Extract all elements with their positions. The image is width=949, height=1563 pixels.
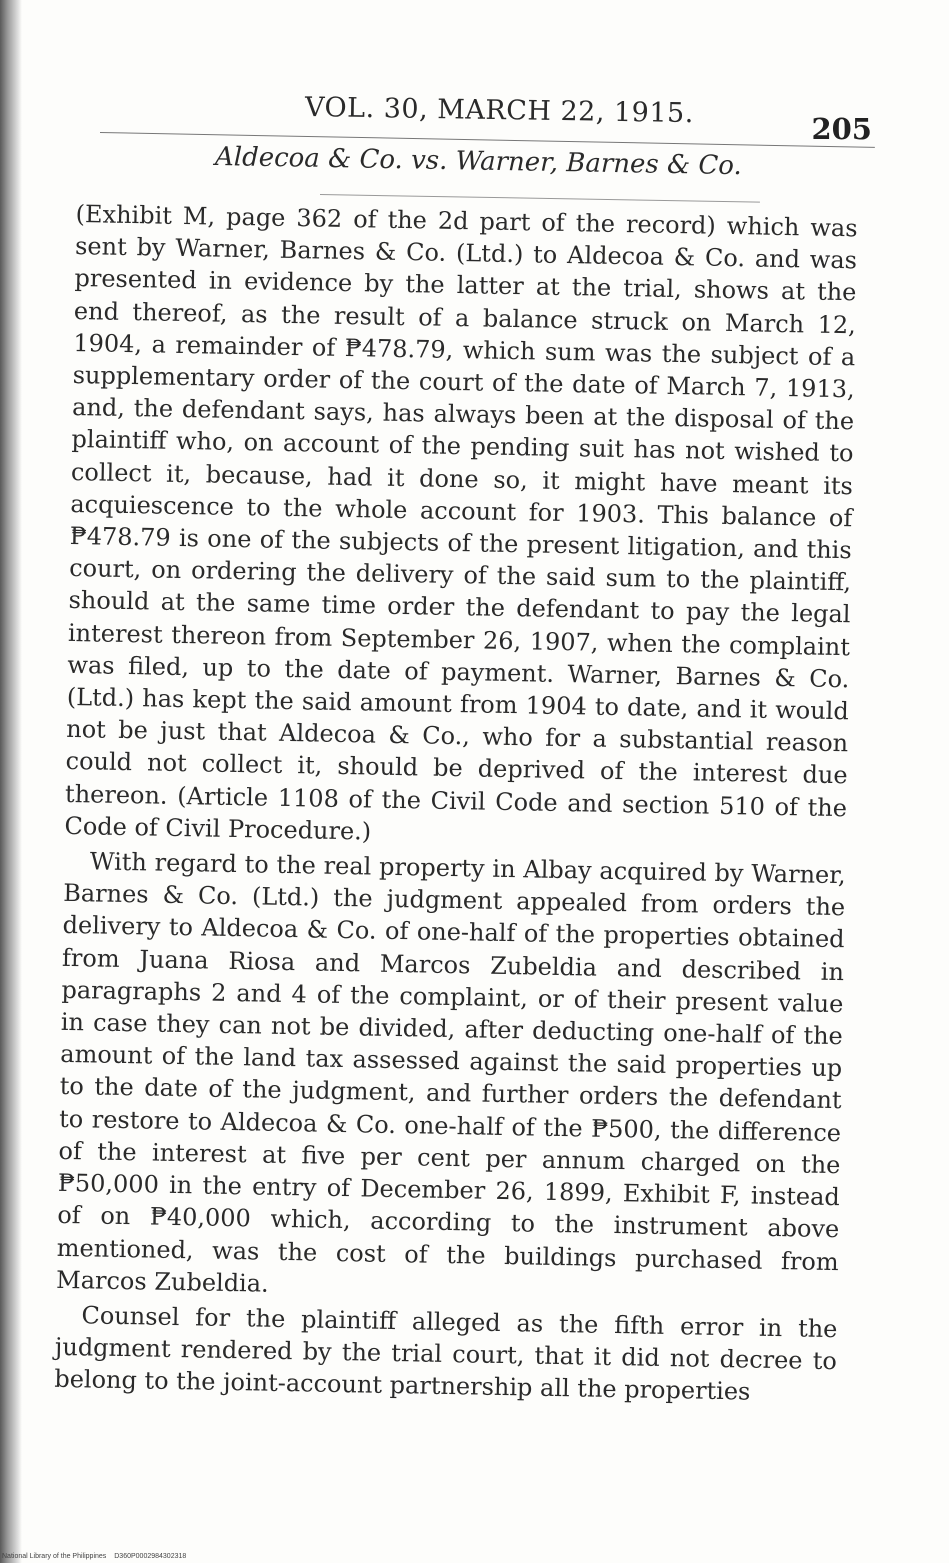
page-number: 205: [811, 112, 872, 146]
paragraph: With regard to the real property in Albay acquired by Warner, Barnes & Co. (Ltd.) the judgment appealed from orders the delivery to Aldecoa & Co. of one-half of the properties obtained from Juana Riosa and Marcos Zubeldia and described in paragraphs 2 and 4 of the complaint, or of their present value in case they can not be divided, after deducting one-half of the amount of the land tax assessed against the said properties up to the date of the judgment, and further orders the defendant to restore to Aldecoa & Co. one-half of the ₱500, the difference of the interest at five per cent per annum charged on the ₱50,000 in the entry of December 26, 1899, Exhibit F, instead of on ₱40,000 which, according to the instrument above mentioned, was the cost of the buildings purchased from Marcos Zubeldia.: [55, 847, 846, 1298]
case-title: Aldecoa & Co. vs. Warner, Barnes & Co.: [214, 142, 743, 182]
library-credit: National Library of the Philippines: [2, 1553, 107, 1560]
scan-code: D360P0002984302318: [114, 1553, 187, 1560]
scan-footer: [2, 1553, 186, 1560]
paragraph: Counsel for the plaintiff alleged as the fifth error in the judgment rendered by the trial court, that it did not decree to belong to the joint-account partnership all the properties: [54, 1301, 838, 1406]
case-title-rule: [320, 194, 760, 203]
paragraph-continued: (Exhibit M, page 362 of the 2d part of the record) which was sent by Warner, Barnes & Co. (Ltd.) to Aldecoa & Co. and was presented in evidence by the latter at the trial, shows at the end thereof, as the result of a balance struck on March 12, 1904, a remainder of ₱478.79, which sum was the subject of a supplementary order of the court of the date of March 7, 1913, and, the defendant says, has always been at the disposal of the plaintiff who, on account of the pending suit has not wished to collect it, because, had it done so, it might have meant its acquiescence to the whole account for 1903. This balance of ₱478.79 is one of the subjects of the present litigation, and this court, on ordering the delivery of the said sum to the plaintiff, should at the same time order the defendant to pay the legal interest thereon from September 26, 1907, when the complaint was filed, up to the date of payment. Warner, Barnes & Co. (Ltd.) has kept the said amount from 1904 to date, and it would not be just that Aldecoa & Co., who for a substantial reason could not collect it, should be deprived of the interest due thereon. (Article 1108 of the Civil Code and section 510 of the Code of Civil Procedure.): [64, 199, 858, 846]
page-header: [100, 92, 880, 202]
book-binding-shadow: [0, 0, 22, 1563]
body-text: [54, 198, 858, 1410]
running-title: VOL. 30, MARCH 22, 1915.: [304, 92, 695, 130]
